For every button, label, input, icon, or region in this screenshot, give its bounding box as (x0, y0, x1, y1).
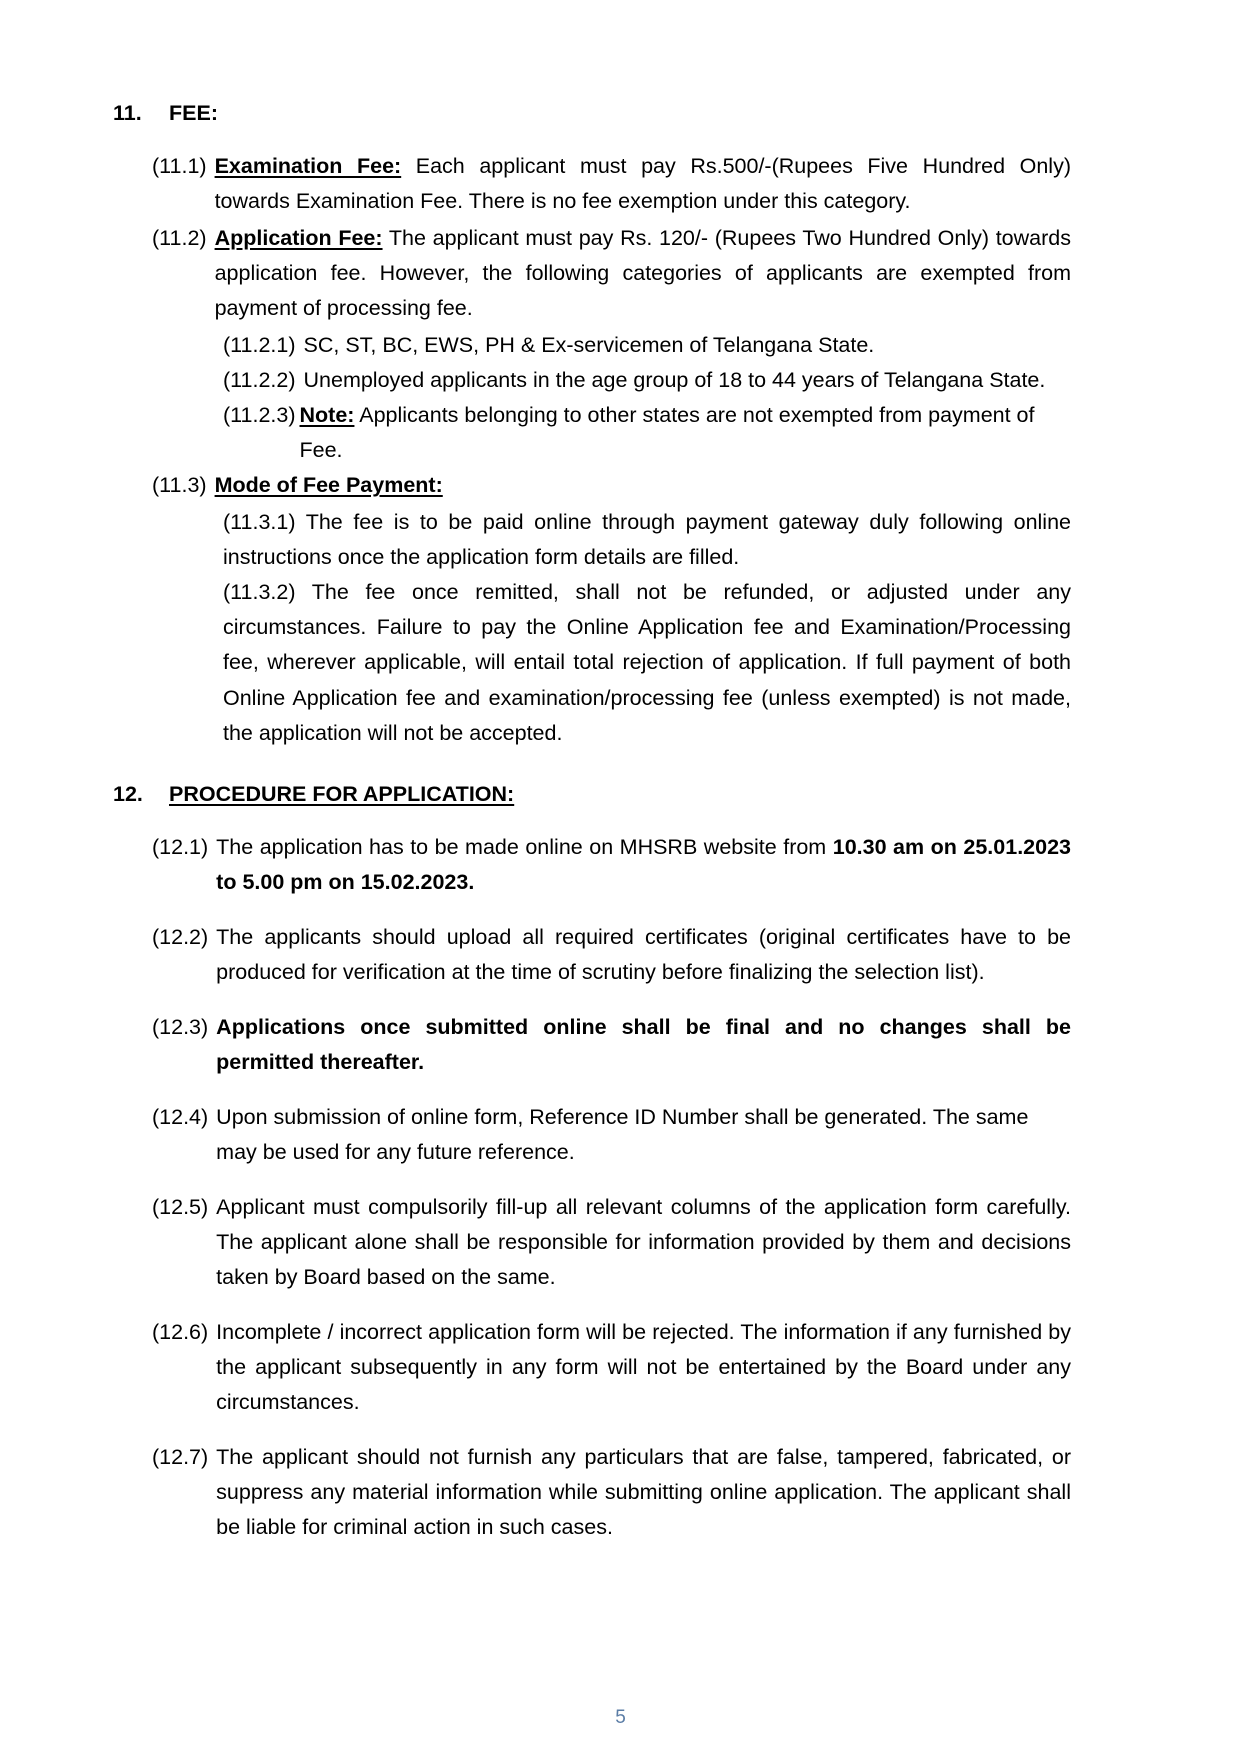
item-label: (11.1) (152, 154, 207, 179)
item-label: (11.3.2) (223, 580, 296, 605)
item-lead-emphasis: Examination Fee: (214, 154, 402, 179)
item-label: (11.3.1) (223, 510, 296, 535)
item-text: Applicant must compulsorily fill-up all relevant columns of the application form carefully. The applicant alone shall be responsible for information provided by them and decisions taken by Board based on the same. (216, 1194, 1071, 1289)
item-text: Unemployed applicants in the age group of 18 to 44 years of Telangana State. (303, 368, 1046, 393)
item-text: The applicant should not furnish any particulars that are false, tampered, fabricated, or suppress any material information while submitting online application. The applicant shall be liable for criminal action in such cases. (216, 1445, 1071, 1540)
item-label: (12.1) (152, 834, 209, 859)
list-item-11-1 (113, 149, 1071, 219)
item-label: (11.2.3) (223, 403, 296, 428)
section-title: PROCEDURE FOR APPLICATION: (169, 781, 515, 806)
item-label: (12.7) (152, 1445, 209, 1470)
item-text (300, 398, 1072, 468)
item-body: The fee once remitted, shall not be refunded, or adjusted under any circumstances. Failure to pay the Online Application fee and Examination/Processing fee, wherever applicable, will entail total rejection of application. If full payment of both Online Application fee and examination/processing fee (unless exempted) is not made, the application will not be accepted. (223, 580, 1071, 745)
list-item-12-1 (113, 830, 1071, 900)
item-body-bold: 10.30 am on 25.01.2023 to 5.00 pm on 15.02.2023. (216, 834, 1072, 894)
list-item-12-7 (113, 1440, 1071, 1545)
paragraph-11-3-2 (113, 575, 1071, 750)
item-lead-emphasis: Application Fee: (214, 226, 383, 251)
list-item-12-2 (113, 920, 1071, 990)
item-label: (12.4) (152, 1104, 209, 1129)
document-body (113, 96, 1071, 1545)
section-title: FEE: (169, 101, 218, 125)
item-text (216, 1010, 1071, 1080)
item-text (215, 468, 1071, 503)
section-heading-12 (113, 777, 1071, 812)
section-number: 12. (113, 781, 143, 806)
item-body-bold: Applications once submitted online shall be final and no changes shall be permitted thereafter. (216, 1014, 1071, 1074)
item-body: Applicants belonging to other states are not exempted from payment of Fee. (299, 403, 1035, 463)
section-number: 11. (113, 101, 142, 125)
item-label: (11.2.2) (223, 368, 296, 393)
item-label: (12.5) (152, 1194, 209, 1219)
item-body: The applicant must pay Rs. 120/- (Rupees Two Hundred Only) towards application fee. However, the following categories of applicants are exempted from payment of processing fee. (214, 226, 1071, 321)
item-label: (11.2.1) (223, 333, 296, 358)
item-text (216, 830, 1071, 900)
item-text: Incomplete / incorrect application form will be rejected. The information if any furnished by the applicant subsequently in any form will not be entertained by the Board under any circumstances. (216, 1319, 1071, 1414)
item-body: The fee is to be paid online through payment gateway duly following online instructions once the application form details are filled. (223, 510, 1071, 570)
item-label: (12.6) (152, 1319, 209, 1344)
list-item-11-2-3 (113, 398, 1071, 468)
section-heading-11 (113, 96, 1071, 131)
list-item-12-6 (113, 1315, 1071, 1420)
item-body: Each applicant must pay Rs.500/-(Rupees Five Hundred Only) towards Examination Fee. There is no fee exemption under this category. (214, 154, 1071, 214)
item-heading-emphasis: Mode of Fee Payment: (214, 473, 443, 498)
item-label: (11.2) (152, 226, 207, 251)
page-number: 5 (615, 1707, 626, 1728)
item-text (215, 221, 1071, 326)
list-item-11-2 (113, 221, 1071, 326)
list-item-11-2-2 (113, 363, 1071, 398)
list-item-11-2-1 (113, 328, 1071, 363)
item-label: (11.3) (152, 473, 207, 498)
item-text: SC, ST, BC, EWS, PH & Ex-servicemen of Telangana State. (303, 333, 875, 358)
list-item-12-4 (113, 1100, 1071, 1170)
item-text (215, 149, 1071, 219)
item-lead-emphasis: Note: (299, 403, 355, 428)
item-text: The applicants should upload all required certificates (original certificates have to be produced for verification at the time of scrutiny before finalizing the selection list). (216, 924, 1071, 984)
section-spacer (113, 751, 1071, 777)
list-item-11-3 (113, 468, 1071, 503)
item-label: (12.3) (152, 1014, 209, 1039)
paragraph-11-3-1 (113, 505, 1071, 575)
item-label: (12.2) (152, 924, 209, 949)
item-body: The application has to be made online on MHSRB website from (216, 834, 833, 859)
list-item-12-5 (113, 1190, 1071, 1295)
item-text: Upon submission of online form, Reference ID Number shall be generated. The same may be used for any future reference. (216, 1104, 1029, 1164)
list-item-12-3 (113, 1010, 1071, 1080)
